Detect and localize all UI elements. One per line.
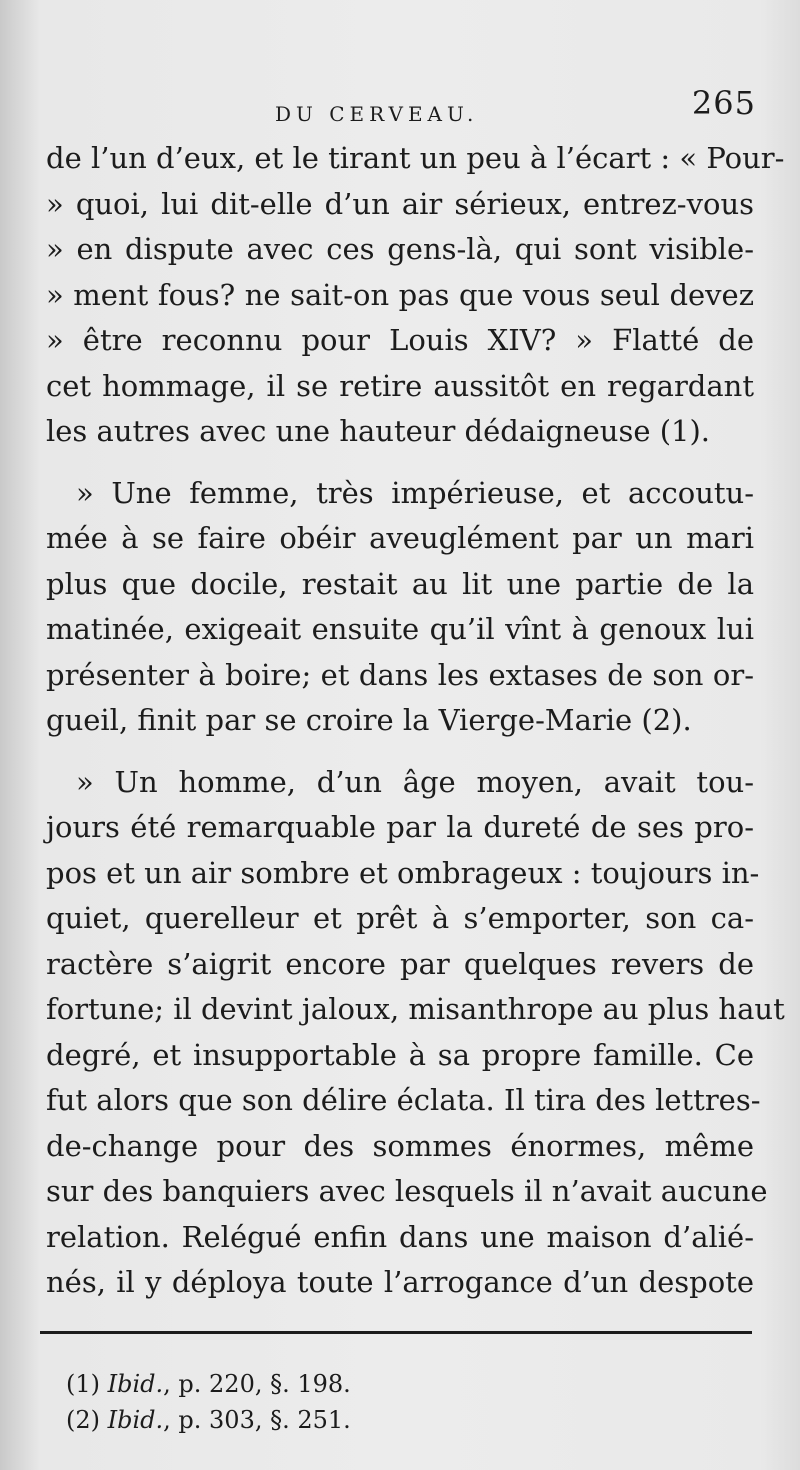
text-line: jours été remarquable par la dureté de ses pro- (46, 810, 754, 844)
text-line: de-change pour des sommes énormes, même (46, 1128, 754, 1163)
footnote-2 (66, 1402, 746, 1438)
text-line: » ment fous? ne sait-on pas que vous seul devez (46, 277, 754, 312)
text-line: plus que docile, restait au lit une partie de la (46, 566, 754, 601)
page-number: 265 (691, 84, 756, 122)
running-head: DU CERVEAU. (275, 102, 479, 126)
footnote-mark: (1) (66, 1370, 100, 1398)
text-line: pos et un air sombre et ombrageux : toujours in- (46, 855, 760, 890)
text-line: nés, il y déploya toute l’arrogance d’un despote (46, 1265, 754, 1299)
footnote-mark: (2) (66, 1406, 100, 1434)
footnote-reference: , p. 303, §. 251. (163, 1406, 351, 1434)
text-line: cet hommage, il se retire aussitôt en regardant (46, 368, 754, 403)
text-line: » en dispute avec ces gens-là, qui sont visible- (46, 232, 754, 266)
text-line: mée à se faire obéir aveuglément par un mari (46, 521, 754, 555)
text-line: les autres avec une hauteur dédaigneuse (1). (46, 414, 711, 448)
page-header (0, 84, 800, 134)
footnote-source: Ibid. (107, 1406, 164, 1434)
text-line: de l’un d’eux, et le tirant un peu à l’écart : « Pour- (46, 141, 785, 175)
footnote-divider (40, 1331, 752, 1334)
text-line: relation. Relégué enfin dans une maison d’alié- (46, 1219, 754, 1254)
footnote-1 (66, 1366, 746, 1402)
footnote-reference: , p. 220, §. 198. (163, 1370, 351, 1398)
text-line: matinée, exigeait ensuite qu’il vînt à genoux lui (46, 612, 754, 646)
text-line: quiet, querelleur et prêt à s’emporter, son ca- (46, 901, 754, 935)
body-text (46, 136, 785, 1306)
footnote-source: Ibid. (107, 1370, 164, 1398)
text-line: degré, et insupportable à sa propre famille. Ce (46, 1037, 754, 1072)
text-line: gueil, finit par se croire la Vierge-Marie (2). (46, 703, 692, 737)
text-line: » quoi, lui dit-elle d’un air sérieux, entrez-vous (46, 186, 754, 221)
paragraph (46, 136, 785, 455)
paragraph (46, 471, 754, 744)
text-line: » Un homme, d’un âge moyen, avait tou- (76, 764, 754, 799)
text-line: » Une femme, très impérieuse, et accoutu- (76, 475, 754, 510)
footnotes (66, 1366, 746, 1438)
text-line: » être reconnu pour Louis XIV? » Flatté de (46, 323, 754, 357)
text-line: sur des banquiers avec lesquels il n’avait aucune (46, 1174, 768, 1208)
text-line: présenter à boire; et dans les extases de son or- (46, 657, 754, 692)
text-line: fortune; il devint jaloux, misanthrope au plus haut (46, 992, 785, 1026)
text-line: ractère s’aigrit encore par quelques revers de (46, 946, 754, 981)
paragraph (46, 760, 785, 1306)
text-line: fut alors que son délire éclata. Il tira des lettres- (46, 1083, 761, 1117)
